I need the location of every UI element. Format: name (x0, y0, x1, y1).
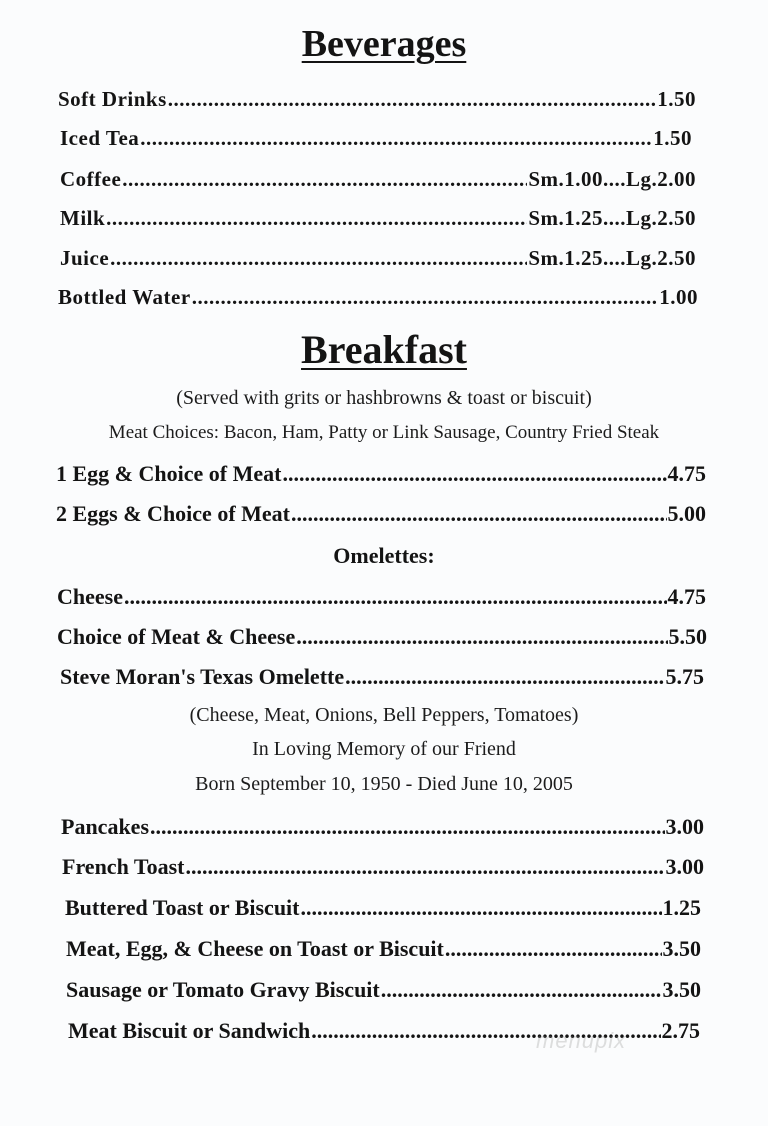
menu-item (56, 461, 706, 487)
dot-leader (291, 501, 666, 527)
item-name: Meat Biscuit or Sandwich (68, 1018, 311, 1043)
menu-item (60, 246, 696, 271)
texas-omelette-ingredients: (Cheese, Meat, Onions, Bell Peppers, Tomatoes) (189, 704, 579, 726)
dot-leader (192, 285, 659, 310)
breakfast-heading: Breakfast (301, 327, 467, 372)
dot-leader (150, 814, 665, 840)
menu-item (58, 285, 698, 310)
item-price: 3.50 (662, 936, 701, 961)
menu-item (65, 895, 701, 921)
item-name: Buttered Toast or Biscuit (65, 895, 300, 920)
item-price: 2.75 (661, 1018, 700, 1043)
dot-leader (296, 624, 667, 650)
dot-leader (140, 126, 652, 151)
item-name: 2 Eggs & Choice of Meat (56, 501, 291, 526)
menu-item (56, 501, 706, 527)
menu-item (60, 126, 692, 151)
item-price: 4.75 (667, 584, 706, 609)
menupix-watermark: menupix (536, 1028, 627, 1053)
item-price: 5.75 (665, 664, 704, 689)
menu-item (61, 814, 704, 840)
item-price: 5.00 (667, 501, 706, 526)
menu-item (57, 624, 707, 650)
item-price: 1.50 (657, 87, 696, 111)
item-price: 4.75 (667, 461, 706, 486)
item-name: Bottled Water (58, 285, 191, 309)
meat-choices-note: Meat Choices: Bacon, Ham, Patty or Link Sausage, Country Fried Steak (108, 422, 660, 443)
omelettes-heading: Omelettes: (333, 543, 435, 568)
dot-leader (301, 895, 662, 921)
item-price: 1.50 (653, 126, 692, 150)
item-name: French Toast (62, 854, 185, 879)
dot-leader (445, 936, 662, 962)
dot-leader (282, 461, 666, 487)
menu-item (60, 664, 704, 690)
dot-leader (168, 87, 656, 112)
item-price: Sm.1.25....Lg.2.50 (528, 206, 696, 230)
dot-leader (124, 584, 667, 610)
dot-leader (122, 167, 527, 192)
item-name: Pancakes (61, 814, 149, 839)
item-name: Juice (60, 246, 110, 270)
menu-item (60, 206, 696, 231)
item-price: 3.00 (665, 814, 704, 839)
item-name: Cheese (57, 584, 123, 609)
item-name: Meat, Egg, & Cheese on Toast or Biscuit (66, 936, 444, 961)
memorial-line-1: In Loving Memory of our Friend (252, 738, 516, 760)
item-price: Sm.1.25....Lg.2.50 (528, 246, 696, 270)
item-name: Milk (60, 206, 106, 230)
item-price: 1.25 (662, 895, 701, 920)
item-name: Sausage or Tomato Gravy Biscuit (66, 977, 380, 1002)
item-price: Sm.1.00....Lg.2.00 (528, 167, 696, 191)
item-name: Steve Moran's Texas Omelette (60, 664, 345, 689)
item-name: Choice of Meat & Cheese (57, 624, 296, 649)
dot-leader (185, 854, 664, 880)
menu-item (58, 87, 696, 112)
menu-item (62, 854, 704, 880)
dot-leader (381, 977, 662, 1003)
dot-leader (110, 246, 527, 271)
dot-leader (106, 206, 527, 231)
memorial-line-2: Born September 10, 1950 - Died June 10, 2005 (195, 773, 573, 795)
item-name: Iced Tea (60, 126, 140, 150)
item-price: 5.50 (668, 624, 707, 649)
menu-item (66, 936, 701, 962)
menu-item (66, 977, 701, 1003)
item-price: 3.00 (665, 854, 704, 879)
dot-leader (345, 664, 664, 690)
menu-item (57, 584, 706, 610)
item-price: 3.50 (662, 977, 701, 1002)
item-name: Coffee (60, 167, 122, 191)
item-price: 1.00 (659, 285, 698, 309)
served-with-note: (Served with grits or hashbrowns & toast or biscuit) (176, 387, 592, 409)
beverages-heading: Beverages (301, 23, 467, 65)
item-name: Soft Drinks (58, 87, 167, 111)
item-name: 1 Egg & Choice of Meat (56, 461, 282, 486)
menu-item (60, 167, 696, 192)
